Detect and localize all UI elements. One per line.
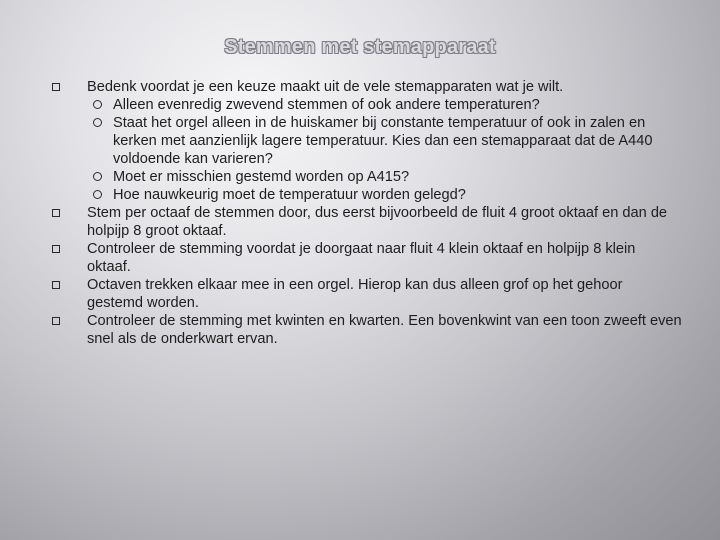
bullet-item bbox=[52, 276, 682, 312]
square-bullet-icon bbox=[52, 245, 60, 253]
sub-bullet-item bbox=[87, 186, 682, 204]
circle-bullet-icon bbox=[93, 172, 102, 181]
bullet-item bbox=[52, 78, 682, 96]
square-bullet-icon bbox=[52, 317, 60, 325]
circle-bullet-icon bbox=[93, 190, 102, 199]
sub-bullet-text: Moet er misschien gestemd worden op A415? bbox=[113, 169, 410, 185]
bullet-text: Bedenk voordat je een keuze maakt uit de vele stemapparaten wat je wilt. bbox=[87, 79, 564, 95]
sub-bullet-item bbox=[87, 168, 682, 186]
sub-bullet-text: Alleen evenredig zwevend stemmen of ook andere temperaturen? bbox=[113, 97, 540, 113]
sub-bullet-text: Hoe nauwkeurig moet de temperatuur worden gelegd? bbox=[113, 187, 466, 203]
bullet-item bbox=[52, 312, 682, 348]
square-bullet-icon bbox=[52, 83, 60, 91]
square-bullet-icon bbox=[52, 209, 60, 217]
sub-bullet-text: Staat het orgel alleen in de huiskamer bij constante temperatuur of ook in zalen en kerken met aanzienlijk lagere temperatuur. Kies dan een stemapparaat dat de A440 voldoende kan varieren? bbox=[113, 115, 653, 167]
bullet-text: Octaven trekken elkaar mee in een orgel. Hierop kan dus alleen grof op het gehoor gestemd worden. bbox=[87, 277, 623, 311]
square-bullet-icon bbox=[52, 281, 60, 289]
circle-bullet-icon bbox=[93, 100, 102, 109]
bullet-text: Controleer de stemming voordat je doorgaat naar fluit 4 klein oktaaf en holpijp 8 klein oktaaf. bbox=[87, 241, 636, 275]
bullet-list bbox=[52, 78, 682, 348]
bullet-item bbox=[52, 240, 682, 276]
bullet-item bbox=[52, 204, 682, 240]
sub-bullet-item bbox=[87, 96, 682, 114]
slide-title: Stemmen met stemapparaat bbox=[224, 36, 496, 58]
bullet-text: Stem per octaaf de stemmen door, dus eerst bijvoorbeeld de fluit 4 groot oktaaf en dan de holpijp 8 groot oktaaf. bbox=[87, 205, 668, 239]
circle-bullet-icon bbox=[93, 118, 102, 127]
sub-bullet-item bbox=[87, 114, 682, 168]
bullet-text: Controleer de stemming met kwinten en kwarten. Een bovenkwint van een toon zweeft even snel als de onderkwart ervan. bbox=[87, 313, 682, 347]
